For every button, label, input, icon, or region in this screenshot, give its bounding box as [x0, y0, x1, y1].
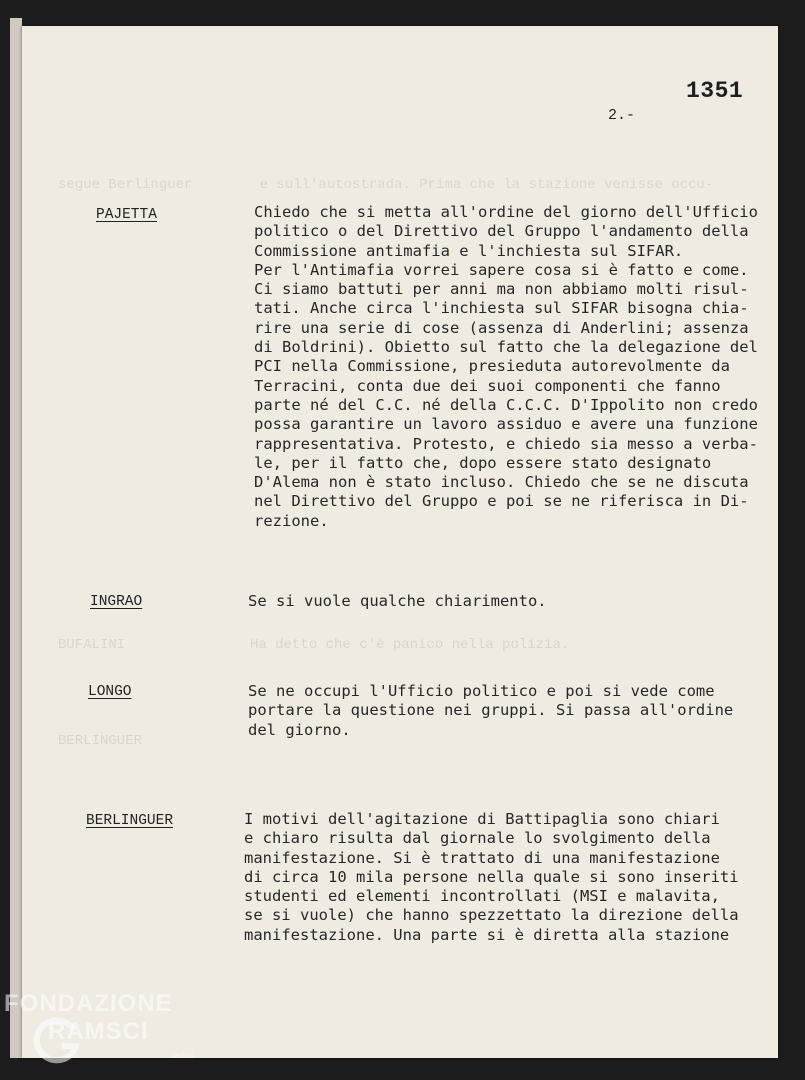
speech-longo: Se ne occupi l'Ufficio politico e poi si vede come portare la questione nei gruppi. Si passa all'ordine del giorno.	[248, 682, 734, 739]
speech-pajetta: Chiedo che si metta all'ordine del giorno dell'Ufficio politico o del Direttivo del Gruppo l'andamento della Commissione antimafia e l'inchiesta sul SIFAR. Per l'Antimafia vorrei sapere cosa si è fatto e come. Ci siamo battuti per anni ma non abbiamo molti risul- tati. Anche circa l'inchiesta sul SIFAR bisogna chia- rire una serie di cose (assenza di Anderlini; assenza di Boldrini). Obietto sul fatto che la delegazione del PCI nella Commissione, presieduta autorevolmente da Terracini, conta due dei suoi componenti che fanno parte né del C.C. né della C.C.C. D'Ippolito non credo possa garantire un lavoro assiduo e avere una funzione rappresentativa. Protesto, e chiedo sia messo a verba- le, per il fatto che, dopo essere stato designato D'Alema non è stato incluso. Chiedo che se ne discuta nel Direttivo del Gruppo e poi se ne riferisca in Di- rezione.	[254, 203, 758, 530]
page-number: 1351	[686, 78, 744, 104]
bleed-through-line: Ha detto che c'è panico nella polizia.	[250, 637, 570, 653]
bleed-through-line: segue Berlinguer e sull'autostrada. Prima che la stazione venisse occu-	[58, 177, 714, 193]
speaker-berlinguer: BERLINGUER	[86, 813, 174, 829]
fondazione-gramsci-watermark	[4, 990, 204, 1070]
speaker-longo: LONGO	[88, 684, 132, 700]
watermark-line-gramsci: RAMSCI	[48, 1018, 149, 1045]
bleed-through-line: BERLINGUER	[58, 733, 143, 749]
sheet-marker: 2.-	[608, 107, 636, 124]
watermark-line-onlus: onlus	[172, 1050, 194, 1060]
bleed-through-line: BUFALINI	[58, 637, 126, 653]
speaker-ingrao: INGRAO	[90, 594, 143, 610]
speech-ingrao: Se si vuole qualche chiarimento.	[248, 592, 547, 610]
speech-berlinguer: I motivi dell'agitazione di Battipaglia sono chiari e chiaro risulta dal giornale lo svolgimento della manifestazione. Si è trattato di una manifestazione di circa 10 mila persone nella quale si sono inseriti studenti ed elementi incontrollati (MSI e malavita, se si vuole) che hanno spezzettato la direzione della manifestazione. Una parte si è diretta alla stazione	[244, 810, 739, 944]
speaker-pajetta: PAJETTA	[96, 207, 157, 223]
page-edge-strip	[10, 18, 22, 1058]
watermark-line-fondazione: FONDAZIONE	[4, 990, 173, 1017]
